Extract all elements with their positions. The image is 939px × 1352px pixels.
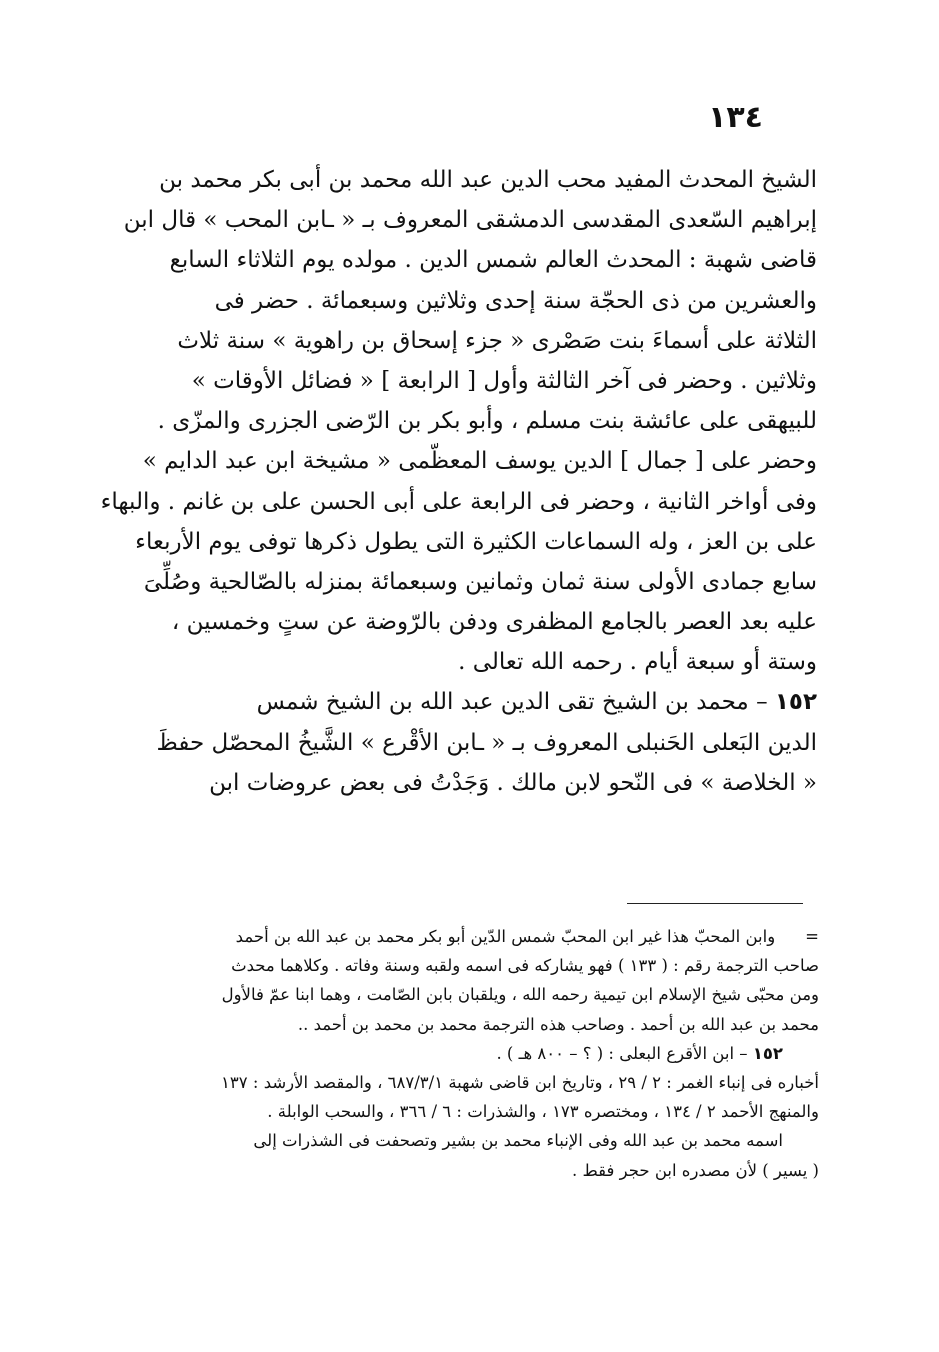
- footnotes: [112, 922, 819, 1185]
- text-line: والعشرين من ذى الحجّة سنة إحدى وثلاثين وسبعمائة . حضر فى: [214, 287, 817, 314]
- continuation-marker: =: [805, 927, 819, 946]
- footnote-note-line: اسمه محمد بن عبد الله وفى الإنباء محمد بن بشير وتصحفت فى الشذرات إلى: [253, 1131, 783, 1151]
- entry-number: ١٥٢: [774, 689, 817, 716]
- entry-heading-line: [112, 682, 817, 722]
- text-line: الدين البَعلى الحَنبلى المعروف بـ « ـابن الأقْرع » الشَّيخُ المحصّل حفظَ: [156, 729, 817, 756]
- text-line: الشيخ المحدث المفيد محب الدين عبد الله محمد بن أبى بكر محمد بن: [159, 167, 817, 193]
- footnote-line: صاحب الترجمة رقم : ( ١٣٣ ) فهو يشاركه فى اسمه ولقبه وسنة وفاته . وكلاهما محدث: [231, 956, 819, 976]
- text-line: عليه بعد العصر بالجامع المظفرى ودفن بالرّوضة عن ستٍ وخمسين ،: [171, 609, 817, 636]
- footnote-reference-line: والمنهج الأحمد ٢ / ١٣٤ ، ومختصره ١٧٣ ، والشذرات : ٦ / ٣٦٦ ، والسحب الوابلة .: [267, 1102, 819, 1122]
- footnote-line: [112, 922, 819, 951]
- entry-dash: –: [756, 689, 768, 716]
- text-line: قاضى شهبة : المحدث العالم شمس الدين . مولده يوم الثلاثاء السابع: [169, 247, 817, 274]
- footnote-line: ومن محبّى شيخ الإسلام ابن تيمية رحمه الله ، ويلقبان بابن الصّامت ، وهما ابنا عمّ فالأول: [221, 985, 819, 1005]
- text-line: للبيهقى على عائشة بنت مسلم ، وأبو بكر بن الرّضى الجزرى والمزّى .: [157, 408, 817, 435]
- text-line: وثلاثين . وحضر فى آخر الثالثة وأول [ الرابعة ] « فضائل الأوقات »: [191, 367, 817, 394]
- footnote-separator: [627, 903, 803, 904]
- text-line: الثلاثة على أسماءَ بنت صَصْرى « جزء إسحاق بن راهوية » سنة ثلاث: [177, 327, 817, 354]
- footnote-reference-line: أخباره فى إنباء الغمر : ٢ / ٢٩ ، وتاريخ ابن قاضى شهبة ٦٨٧/٣/١ ، والمقصد الأرشد : ١٣٧: [221, 1072, 819, 1092]
- text-line: على بن العز ، وله السماعات الكثيرة التى يطول ذكرها توفى يوم الأربعاء: [135, 528, 817, 555]
- text-line: سابع جمادى الأولى سنة ثمان وثمانين وسبعمائة بمنزله بالصّالحية وصُلِّىَ: [143, 568, 817, 595]
- footnote-entry-line: [112, 1039, 819, 1068]
- footnote-line: محمد بن عبد الله بن أحمد . وصاحب هذه الترجمة محمد بن محمد بن أحمد ..: [297, 1014, 819, 1034]
- text-line: وفى أواخر الثانية ، وحضر فى الرابعة على أبى الحسن على بن غانم . والبهاء: [100, 488, 817, 515]
- footnote-note-line: ( يسير ) لأن مصدره ابن حجر فقط .: [571, 1160, 819, 1180]
- footnote-entry-text: – ابن الأقرع البعلى : ( ؟ – ٨٠٠ هـ ) .: [496, 1043, 748, 1063]
- text-line: إبراهيم السّعدى المقدسى الدمشقى المعروف بـ « ـابن المحب » قال ابن: [123, 207, 817, 234]
- main-text: [100, 160, 817, 803]
- page-number: ١٣٤: [708, 100, 763, 135]
- text-line: وحضر على [ جمال ] الدين يوسف المعظّمى « مشيخة ابن عبد الدايم »: [142, 448, 817, 475]
- entry-first-line: محمد بن الشيخ تقى الدين عبد الله بن الشيخ شمس: [256, 689, 749, 716]
- footnote-text: وابن المحبّ هذا غير ابن المحبّ شمس الدّين أبو بكر محمد بن عبد الله بن أحمد: [235, 927, 776, 946]
- text-line: « الخلاصة » فى النّحو لابن مالك . وَجَدْتُ فى بعض عروضات ابن: [209, 769, 817, 796]
- footnote-entry-number: ١٥٢: [752, 1043, 783, 1063]
- text-line: وستة أو سبعة أيام . رحمه الله تعالى .: [458, 649, 817, 676]
